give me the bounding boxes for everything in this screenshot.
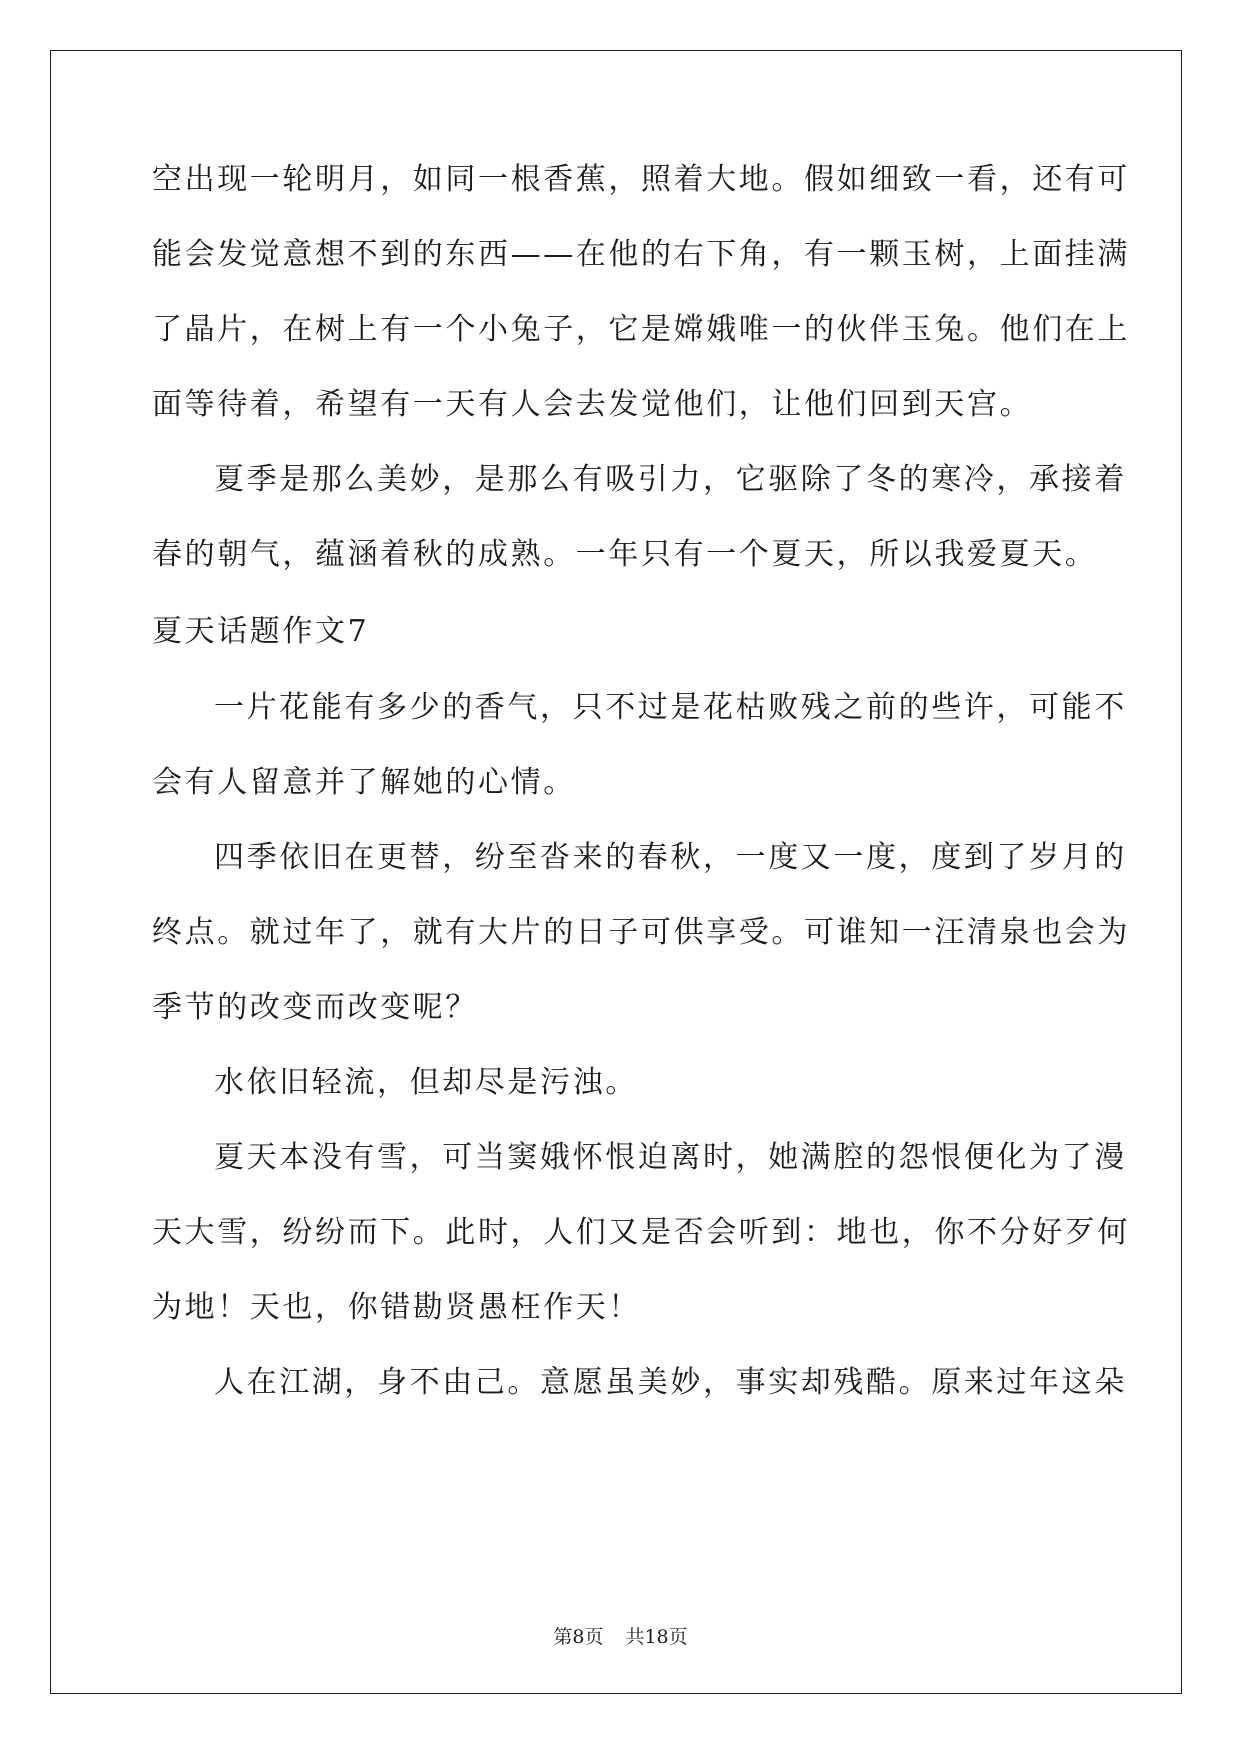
text-line: 春的朝气，蕴涵着秋的成熟。一年只有一个夏天，所以我爱夏天。 (152, 537, 1098, 572)
text-line: 会有人留意并了解她的心情。 (152, 765, 576, 800)
page-number-current: 第8页 (553, 1626, 604, 1648)
paragraph-start: 四季依旧在更替，纷至沓来的春秋，一度又一度，度到了岁月的 (214, 840, 1127, 875)
text-line: 了晶片，在树上有一个小兔子，它是嫦娥唯一的伙伴玉兔。他们在上 (152, 312, 1130, 347)
text-line: 面等待着，希望有一天有人会去发觉他们，让他们回到天宫。 (152, 387, 1033, 422)
text-line: 空出现一轮明月，如同一根香蕉，照着大地。假如细致一看，还有可 (152, 162, 1130, 197)
paragraph-start: 夏季是那么美妙，是那么有吸引力，它驱除了冬的寒冷，承接着 (214, 462, 1127, 497)
section-heading: 夏天话题作文7 (152, 614, 370, 649)
paragraph-start: 夏天本没有雪，可当窦娥怀恨迫离时，她满腔的怨恨便化为了漫 (214, 1140, 1127, 1175)
text-line: 能会发觉意想不到的东西——在他的右下角，有一颗玉树，上面挂满 (152, 237, 1130, 272)
text-line: 天大雪，纷纷而下。此时，人们又是否会听到：地也，你不分好歹何 (152, 1215, 1130, 1250)
paragraph-start: 水依旧轻流，但却尽是污浊。 (214, 1065, 638, 1100)
text-line: 终点。就过年了，就有大片的日子可供享受。可谁知一汪清泉也会为 (152, 915, 1130, 950)
text-line: 季节的改变而改变呢？ (152, 990, 478, 1025)
page-footer (0, 1622, 1241, 1649)
text-line: 为地！天也，你错勘贤愚枉作天！ (152, 1290, 641, 1325)
paragraph-start: 人在江湖，身不由己。意愿虽美妙，事实却残酷。原来过年这朵 (214, 1365, 1127, 1400)
page-number-total: 共18页 (625, 1626, 688, 1648)
paragraph-start: 一片花能有多少的香气，只不过是花枯败残之前的些许，可能不 (214, 690, 1127, 725)
